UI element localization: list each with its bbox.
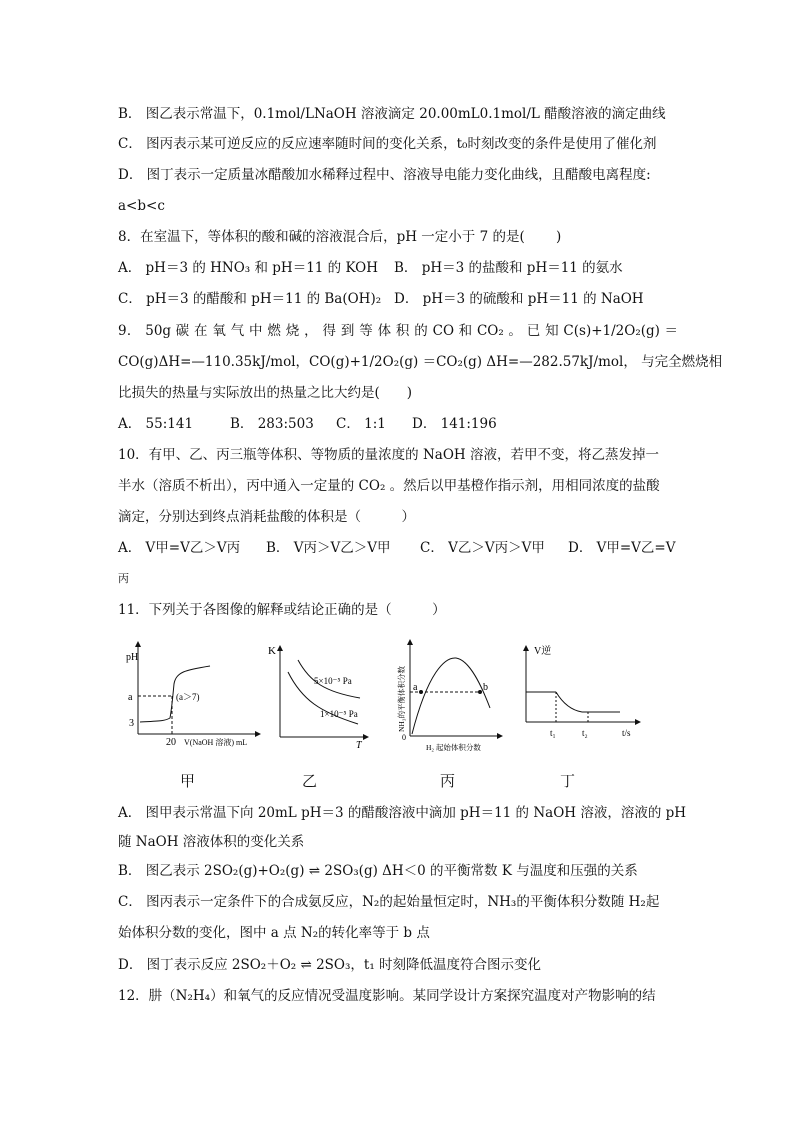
q10-options xyxy=(118,538,678,558)
bing-a-label: a xyxy=(413,682,418,693)
ding-t2-label: t₂ xyxy=(582,728,588,738)
figure-jia xyxy=(138,642,260,734)
q9-option-a: A． 55:141 xyxy=(118,416,194,432)
yi-x-label: T xyxy=(356,740,362,751)
jia-curve xyxy=(140,666,210,722)
bing-curve xyxy=(412,658,490,734)
ding-y-label: V逆 xyxy=(534,646,552,657)
q10-option-a: A． V甲=V乙＞V丙 xyxy=(118,540,241,556)
q11-figures xyxy=(110,632,690,762)
q11-option-b: B． 图乙表示 2SO₂(g)+O₂(g) ⇌ 2SO₃(g) ΔH＜0 的平衡常数 K 与温度和压强的关系 xyxy=(118,863,638,879)
caption-jia: 甲 xyxy=(180,772,196,790)
q8-options-row1 xyxy=(118,258,678,278)
q10-option-d: D． V甲=V乙=V xyxy=(568,540,676,556)
q9-option-c: C． 1:1 xyxy=(336,416,386,432)
q7-option-c: C． 图丙表示某可逆反应的反应速率随时间的变化关系，t₀时刻改变的条件是使用了催化剂 xyxy=(118,136,657,152)
caption-bing: 丙 xyxy=(440,772,456,790)
q10-stem-line2: 半水（溶质不析出），丙中通入一定量的 CO₂ 。然后以甲基橙作指示剂，用相同浓度的盐酸 xyxy=(118,478,660,494)
q11-option-c-cont: 始体积分数的变化，图中 a 点 N₂的转化率等于 b 点 xyxy=(118,925,430,941)
bing-point-b xyxy=(478,690,482,694)
q7-option-b: B． 图乙表示常温下，0.1mol/LNaOH 溶液滴定 20.00mL0.1mol/L 醋酸溶液的滴定曲线 xyxy=(118,106,666,122)
jia-y-label: pH xyxy=(126,652,139,663)
q8-options-row2 xyxy=(118,289,678,309)
caption-ding: 丁 xyxy=(560,772,576,790)
figure-yi xyxy=(280,646,368,737)
yi-curve2-label: 1×10⁻⁵ Pa xyxy=(320,709,358,719)
q11-option-a-cont: 随 NaOH 溶液体积的变化关系 xyxy=(118,834,305,850)
jia-three-label: 3 xyxy=(129,718,134,729)
q7-option-d: D． 图丁表示一定质量冰醋酸加水稀释过程中、溶液导电能力变化曲线，且醋酸电离程度: xyxy=(118,167,651,183)
q9-option-d: D． 141:196 xyxy=(412,416,497,432)
q11-option-a: A． 图甲表示常温下向 20mL pH＝3 的醋酸溶液中滴加 pH＝11 的 NaOH 溶液，溶液的 pH xyxy=(118,805,687,821)
q9-options xyxy=(118,414,678,434)
bing-b-label: b xyxy=(483,682,488,693)
q8-option-d: D． pH＝3 的硫酸和 pH＝11 的 NaOH xyxy=(394,291,644,307)
figure-ding xyxy=(526,646,640,722)
jia-x-label: V(NaOH 溶液) mL xyxy=(184,738,248,747)
q8-option-a: A． pH＝3 的 HNO₃ 和 pH＝11 的 KOH xyxy=(118,260,379,276)
ding-ts-label: t/s xyxy=(622,728,631,738)
q12-stem-line1: 12．肼（N₂H₄）和氧气的反应情况受温度影响。某同学设计方案探究温度对产物影响的结 xyxy=(118,988,656,1004)
yi-curve1-label: 5×10⁻⁵ Pa xyxy=(314,676,352,686)
yi-y-label: K xyxy=(268,645,276,657)
jia-twenty-label: 20 xyxy=(166,737,176,748)
jia-a-label: a xyxy=(128,692,133,703)
q10-option-b: B． V丙＞V乙＞V甲 xyxy=(266,540,391,556)
q9-stem-line1: 9． 50g 碳 在 氧 气 中 燃 烧 ， 得 到 等 体 积 的 CO 和 CO₂ 。 已 知 C(s)+1/2O₂(g) ＝ xyxy=(118,323,678,339)
q11-option-c: C． 图丙表示一定条件下的合成氨反应，N₂的起始量恒定时，NH₃的平衡体积分数随 H₂起 xyxy=(118,894,660,910)
figure-bing xyxy=(410,640,502,736)
jia-annotation: (a＞7) xyxy=(176,692,200,702)
bing-origin-label: 0 xyxy=(402,733,406,742)
bing-point-a xyxy=(419,690,423,694)
bing-y-label: NH₃的平衡体积分数 xyxy=(397,666,406,732)
q8-option-b: B． pH＝3 的盐酸和 pH＝11 的氨水 xyxy=(394,260,623,276)
q10-option-c: C． V乙＞V丙＞V甲 xyxy=(420,540,545,556)
q8-stem: 8．在室温下，等体积的酸和碱的溶液混合后，pH 一定小于 7 的是( ) xyxy=(118,229,562,245)
q8-option-c: C． pH＝3 的醋酸和 pH＝11 的 Ba(OH)₂ xyxy=(118,291,382,307)
bing-x-label: H₂ 起始体积分数 xyxy=(426,743,481,752)
q9-option-b: B． 283:503 xyxy=(230,416,314,432)
q11-option-d: D． 图丁表示反应 2SO₂＋O₂ ⇌ 2SO₃，t₁ 时刻降低温度符合图示变化 xyxy=(118,957,542,973)
q10-stem-line3: 滴定，分别达到终点消耗盐酸的体积是（ ） xyxy=(118,509,415,525)
ding-t1-label: t₁ xyxy=(550,728,556,738)
caption-yi: 乙 xyxy=(302,772,318,790)
q7-option-d-cont: a<b<c xyxy=(118,198,165,214)
q9-stem-line3: 比损失的热量与实际放出的热量之比大约是( ) xyxy=(118,385,413,401)
q11-stem: 11．下列关于各图像的解释或结论正确的是（ ） xyxy=(118,602,446,618)
ding-decay-curve xyxy=(556,692,582,712)
q9-stem-line2: CO(g)ΔH=—110.35kJ/mol，CO(g)+1/2O₂(g) ＝CO₂(g) ΔH=—282.57kJ/mol， 与完全燃烧相 xyxy=(118,354,723,370)
q10-stem-line1: 10．有甲、乙、丙三瓶等体积、等物质的量浓度的 NaOH 溶液，若甲不变，将乙蒸发掉一 xyxy=(118,447,659,463)
q10-option-d-cont: 丙 xyxy=(118,572,129,585)
